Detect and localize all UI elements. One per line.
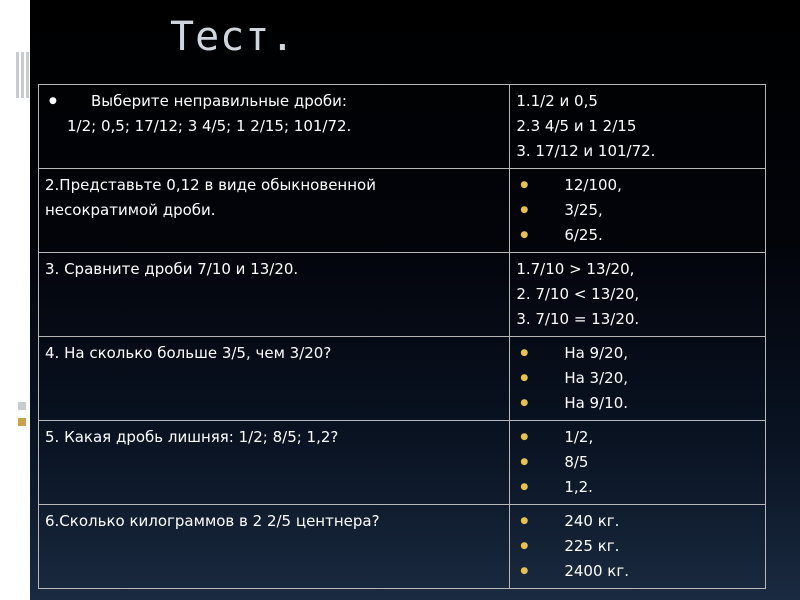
deco-square xyxy=(18,418,26,426)
question-cell xyxy=(39,337,510,421)
question-cell xyxy=(39,85,510,169)
bullet-icon: ● xyxy=(49,96,57,106)
answer-text: На 9/10. xyxy=(564,394,629,412)
answer-option[interactable] xyxy=(516,341,759,366)
bullet-icon: ● xyxy=(520,432,529,442)
question-cell xyxy=(39,253,510,337)
answer-option[interactable] xyxy=(516,223,759,248)
question-text: Выберите неправильные дроби: xyxy=(91,92,347,110)
table-row xyxy=(39,253,766,337)
quiz-table xyxy=(38,84,766,589)
bullet-icon: ● xyxy=(520,180,529,190)
bullet-icon: ● xyxy=(520,205,529,215)
question-text: 2.Представьте 0,12 в виде обыкновенной xyxy=(45,176,376,194)
answer-text: 1,2. xyxy=(564,478,593,496)
question-text: 5. Какая дробь лишняя: 1/2; 8/5; 1,2? xyxy=(45,428,339,446)
answer-text: 225 кг. xyxy=(564,537,620,555)
answers-cell xyxy=(510,169,766,253)
answer-text: 6/25. xyxy=(564,226,603,244)
bullet-icon: ● xyxy=(520,516,529,526)
deco-bar xyxy=(26,52,29,98)
question-cell xyxy=(39,505,510,589)
answer-option[interactable]: 2.3 4/5 и 1 2/15 xyxy=(516,117,637,135)
answer-option[interactable] xyxy=(516,173,759,198)
answers-cell xyxy=(510,253,766,337)
bullet-icon: ● xyxy=(520,457,529,467)
answer-option[interactable] xyxy=(516,534,759,559)
bullet-icon: ● xyxy=(520,373,529,383)
answer-option[interactable]: 1.1/2 и 0,5 xyxy=(516,92,598,110)
question-text: 3. Сравните дроби 7/10 и 13/20. xyxy=(45,260,299,278)
answer-text: 3/25, xyxy=(564,201,603,219)
table-row xyxy=(39,169,766,253)
answer-text: На 3/20, xyxy=(564,369,629,387)
deco-bar xyxy=(16,52,19,98)
table-row xyxy=(39,505,766,589)
answer-option[interactable] xyxy=(516,559,759,584)
answers-cell xyxy=(510,85,766,169)
table-row xyxy=(39,85,766,169)
table-row xyxy=(39,337,766,421)
answer-option[interactable]: 3. 17/12 и 101/72. xyxy=(516,142,656,160)
answer-option[interactable] xyxy=(516,391,759,416)
answer-option[interactable] xyxy=(516,425,759,450)
question-cell xyxy=(39,169,510,253)
bullet-icon: ● xyxy=(520,348,529,358)
deco-bar xyxy=(21,52,24,98)
answer-option[interactable] xyxy=(516,366,759,391)
question-text: 6.Сколько килограммов в 2 2/5 центнера? xyxy=(45,512,380,530)
bullet-icon: ● xyxy=(520,398,529,408)
bullet-icon: ● xyxy=(520,566,529,576)
bullet-icon: ● xyxy=(520,230,529,240)
answer-option[interactable] xyxy=(516,198,759,223)
bullet-icon: ● xyxy=(520,541,529,551)
answer-option[interactable] xyxy=(516,509,759,534)
question-text: 1/2; 0,5; 17/12; 3 4/5; 1 2/15; 101/72. xyxy=(67,117,352,135)
answer-option[interactable] xyxy=(516,475,759,500)
answer-option[interactable] xyxy=(516,450,759,475)
answer-text: На 9/20, xyxy=(564,344,629,362)
answer-option[interactable]: 1.7/10 > 13/20, xyxy=(516,260,635,278)
table-row xyxy=(39,421,766,505)
answer-text: 2400 кг. xyxy=(564,562,629,580)
answer-text: 240 кг. xyxy=(564,512,620,530)
answers-cell xyxy=(510,337,766,421)
question-cell xyxy=(39,421,510,505)
answer-text: 1/2, xyxy=(564,428,594,446)
answers-cell xyxy=(510,505,766,589)
answer-option[interactable]: 2. 7/10 < 13/20, xyxy=(516,285,640,303)
slide-title: Тест. xyxy=(170,14,296,60)
answer-option[interactable]: 3. 7/10 = 13/20. xyxy=(516,310,640,328)
question-text: 4. На сколько больше 3/5, чем 3/20? xyxy=(45,344,332,362)
answer-text: 12/100, xyxy=(564,176,622,194)
bullet-icon: ● xyxy=(520,482,529,492)
answer-text: 8/5 xyxy=(564,453,589,471)
answers-cell xyxy=(510,421,766,505)
question-text: несократимой дроби. xyxy=(45,201,216,219)
deco-square xyxy=(18,402,26,410)
